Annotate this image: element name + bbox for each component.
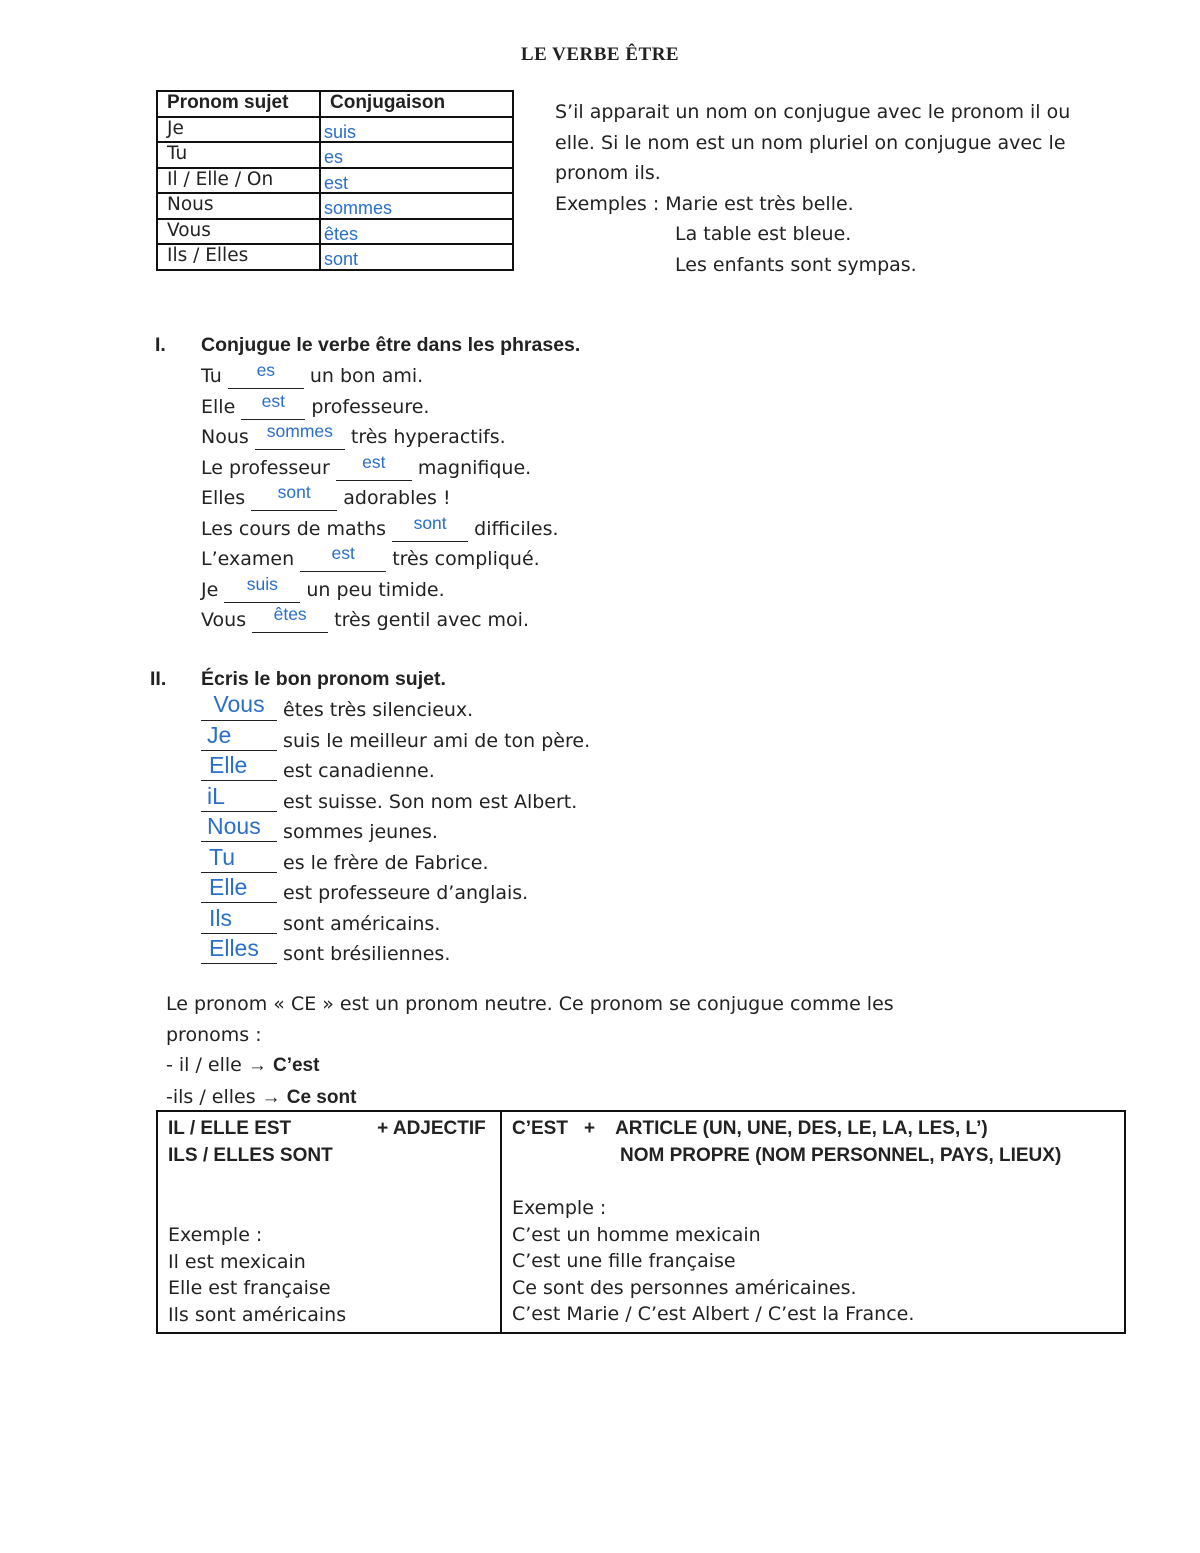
sentence-end: es le frère de Fabrice. xyxy=(277,851,489,874)
table-row xyxy=(157,219,513,245)
example-label: Exemple : xyxy=(512,1197,607,1219)
pronoun-cell: Tu xyxy=(157,142,320,168)
section-1-exercise xyxy=(201,361,559,636)
rule-heading: NOM PROPRE (NOM PERSONNEL, PAYS, LIEUX) xyxy=(620,1144,1062,1166)
ce-explanation xyxy=(166,989,986,1113)
example-sentence: C’est Marie / C’est Albert / C’est la France. xyxy=(512,1303,915,1325)
section-2-exercise xyxy=(201,691,591,970)
handwritten-answer: êtes xyxy=(324,223,359,244)
handwritten-answer: Tu xyxy=(209,843,235,870)
rule-prefix: -ils / elles xyxy=(166,1085,262,1108)
sentence-end: difficiles. xyxy=(468,517,559,540)
verb-cell xyxy=(320,142,513,168)
exercise-line xyxy=(201,813,590,848)
sentence-end: sont brésiliennes. xyxy=(277,943,451,965)
rule-prefix: - il / elle xyxy=(166,1054,248,1076)
pronoun-cell: Ils / Elles xyxy=(157,244,320,270)
example-sentence: Ce sont des personnes américaines. xyxy=(512,1276,857,1299)
answer-blank xyxy=(392,512,468,542)
note-examples xyxy=(555,189,1155,220)
rule-result: C’est xyxy=(272,1055,320,1076)
answer-blank xyxy=(201,782,277,812)
exercise-line xyxy=(201,752,590,787)
answer-blank xyxy=(252,604,328,633)
handwritten-answer: Je xyxy=(207,721,232,748)
exercise-line xyxy=(201,605,559,636)
exercise-line xyxy=(201,422,559,453)
answer-blank xyxy=(201,752,277,781)
handwritten-answer: Nous xyxy=(207,813,261,839)
rule-heading: ILS / ELLES SONT xyxy=(168,1144,333,1166)
sentence-start: Elles xyxy=(201,487,252,509)
handwritten-answer: Elles xyxy=(209,935,259,961)
section-title: Écris le bon pronom sujet. xyxy=(201,668,446,690)
table-row xyxy=(157,168,513,194)
ce-rule xyxy=(166,1082,986,1114)
handwritten-answer: sont xyxy=(413,512,447,533)
sentence-start: Vous xyxy=(201,609,253,631)
answer-blank xyxy=(201,813,277,842)
sentence-start: Tu xyxy=(201,365,228,387)
rule-heading-text: + ADJECTIF xyxy=(377,1118,486,1139)
exercise-line xyxy=(201,721,591,757)
pronoun-cell: Il / Elle / On xyxy=(157,168,320,194)
handwritten-answer: sommes xyxy=(324,198,393,218)
example-sentence: Elle est française xyxy=(168,1277,331,1299)
rule-heading-text: ARTICLE (UN, UNE, DES, LE, LA, LES, L’) xyxy=(615,1118,988,1139)
exercise-line xyxy=(201,874,590,909)
handwritten-answer: Ils xyxy=(209,904,232,931)
table-row xyxy=(157,117,513,143)
ce-line: Le pronom « CE » est un pronom neutre. Ce pronom se conjugue comme les xyxy=(166,993,894,1015)
example-label: Exemple : xyxy=(168,1224,263,1246)
example-sentence: Il est mexicain xyxy=(168,1250,306,1273)
verb-cell xyxy=(320,168,513,194)
exercise-line xyxy=(201,361,559,392)
answer-blank xyxy=(201,904,277,934)
header-conjugation: Conjugaison xyxy=(320,91,513,117)
handwritten-answer: est xyxy=(324,172,349,193)
section-number: II. xyxy=(150,668,167,690)
sentence-start: Nous xyxy=(201,426,255,448)
sentence-start: Les cours de maths xyxy=(201,517,393,540)
rule-heading xyxy=(168,1116,490,1143)
handwritten-answer: êtes xyxy=(273,604,307,624)
header-pronoun: Pronom sujet xyxy=(157,91,320,117)
answer-blank xyxy=(255,421,345,450)
rule-note xyxy=(555,97,1155,280)
handwritten-answer: suis xyxy=(246,573,278,594)
answer-blank xyxy=(300,543,386,572)
rule-cell-right xyxy=(501,1111,1125,1333)
exercise-line xyxy=(201,575,559,606)
sentence-end: sont américains. xyxy=(277,912,441,935)
answer-blank xyxy=(224,573,300,603)
verb-cell xyxy=(320,117,513,143)
table-row xyxy=(157,142,513,168)
answer-blank xyxy=(251,482,337,511)
answer-blank xyxy=(201,691,277,721)
example-sentence: Les enfants sont sympas. xyxy=(675,253,917,276)
sentence-end: suis le meilleur ami de ton père. xyxy=(277,729,591,752)
sentence-end: est canadienne. xyxy=(277,760,435,782)
arrow-icon: → xyxy=(247,1055,267,1076)
answer-blank xyxy=(241,390,305,420)
answer-blank xyxy=(201,721,277,751)
table-row xyxy=(157,193,513,219)
sentence-end: très hyperactifs. xyxy=(344,426,506,448)
sentence-end: très compliqué. xyxy=(386,548,540,570)
pronoun-cell: Nous xyxy=(157,193,320,219)
example-sentence: Marie est très belle. xyxy=(665,192,854,215)
handwritten-answer: sommes xyxy=(266,421,333,441)
handwritten-answer: est xyxy=(331,543,355,563)
note-line: elle. Si le nom est un nom pluriel on conjugue avec le xyxy=(555,131,1066,154)
handwritten-answer: es xyxy=(324,147,344,167)
table-row xyxy=(157,244,513,270)
rule-cell-left xyxy=(157,1111,501,1333)
section-title: Conjugue le verbe être dans les phrases. xyxy=(201,334,581,356)
handwritten-answer: iL xyxy=(207,782,225,809)
ce-line: pronoms : xyxy=(166,1023,262,1046)
answer-blank xyxy=(201,843,277,873)
sentence-end: adorables ! xyxy=(337,487,451,509)
handwritten-answer: Vous xyxy=(213,691,265,717)
handwritten-answer: Elle xyxy=(209,874,248,900)
verb-cell xyxy=(320,244,513,270)
sentence-end: sommes jeunes. xyxy=(277,821,438,843)
rule-heading-text: + xyxy=(583,1118,596,1139)
exercise-line xyxy=(201,843,590,879)
table-header-row xyxy=(157,91,513,117)
exercise-line xyxy=(201,691,590,726)
answer-blank xyxy=(201,874,277,903)
sentence-end: est professeure d’anglais. xyxy=(277,882,529,904)
sentence-start: Le professeur xyxy=(201,456,336,479)
note-line: pronom ils. xyxy=(555,162,661,184)
handwritten-answer: suis xyxy=(324,121,357,142)
rule-result: Ce sont xyxy=(286,1086,357,1108)
example-sentence: C’est un homme mexicain xyxy=(512,1223,761,1246)
pronoun-cell: Je xyxy=(157,117,320,143)
answer-blank xyxy=(336,451,412,481)
exercise-line xyxy=(201,453,559,484)
verb-cell xyxy=(320,219,513,245)
exercise-line xyxy=(201,904,590,940)
handwritten-answer: sont xyxy=(277,482,311,502)
sentence-end: très gentil avec moi. xyxy=(328,609,530,631)
example-sentence: La table est bleue. xyxy=(675,223,852,245)
table-row xyxy=(157,1111,1125,1333)
exercise-line xyxy=(201,483,559,514)
exercise-line xyxy=(201,544,559,575)
example-sentence: C’est une fille française xyxy=(512,1250,736,1272)
examples-label: Exemples : xyxy=(555,192,666,215)
sentence-start: Elle xyxy=(201,395,242,418)
sentence-end: est suisse. Son nom est Albert. xyxy=(277,790,578,813)
handwritten-answer: es xyxy=(256,360,276,380)
handwritten-answer: Elle xyxy=(209,752,248,778)
answer-blank xyxy=(201,935,277,964)
sentence-end: un peu timide. xyxy=(300,578,445,601)
sentence-start: L’examen xyxy=(201,548,301,570)
exercise-line xyxy=(201,935,590,970)
handwritten-answer: sont xyxy=(324,249,359,269)
arrow-icon: → xyxy=(261,1086,281,1108)
section-number: I. xyxy=(155,334,166,356)
sentence-end: magnifique. xyxy=(411,456,532,479)
handwritten-answer: est xyxy=(261,390,285,411)
conjugation-table xyxy=(156,90,514,271)
exercise-line xyxy=(201,392,559,423)
ce-rule xyxy=(166,1050,986,1082)
sentence-end: un bon ami. xyxy=(303,365,424,387)
pronoun-cell: Vous xyxy=(157,219,320,245)
rules-table xyxy=(156,1110,1126,1334)
handwritten-answer: est xyxy=(362,451,386,472)
verb-cell xyxy=(320,193,513,219)
exercise-line xyxy=(201,514,559,545)
note-line: S’il apparait un nom on conjugue avec le pronom il ou xyxy=(555,101,1071,123)
rule-heading xyxy=(512,1116,1114,1143)
rule-heading-text: IL / ELLE EST xyxy=(168,1118,292,1139)
answer-blank xyxy=(228,360,304,389)
page-title: LE VERBE ÊTRE xyxy=(520,44,680,65)
sentence-end: êtes très silencieux. xyxy=(277,699,474,721)
sentence-start: Je xyxy=(201,578,225,601)
rule-heading-text: C’EST xyxy=(512,1118,568,1139)
example-sentence: Ils sont américains xyxy=(168,1303,347,1326)
sentence-end: professeure. xyxy=(305,395,430,418)
